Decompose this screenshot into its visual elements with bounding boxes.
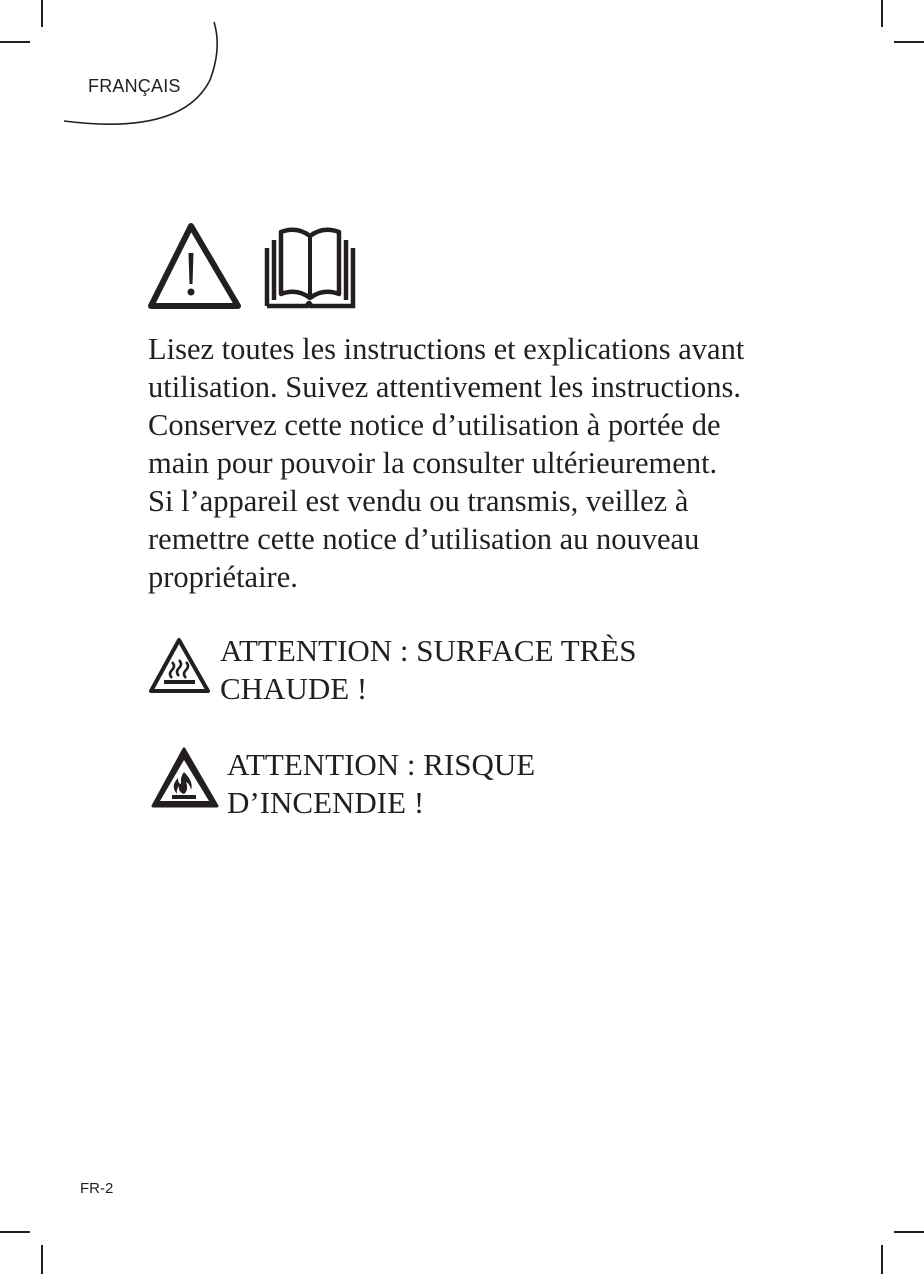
page-number: FR-2 xyxy=(80,1180,114,1197)
language-label: FRANÇAIS xyxy=(88,76,181,96)
intro-paragraph xyxy=(148,330,788,596)
crop-mark xyxy=(894,41,924,43)
language-tab-curve xyxy=(0,0,240,140)
safety-icons xyxy=(147,220,367,312)
language-tab xyxy=(0,0,240,140)
intro-line: utilisation. Suivez attentivement les instructions. xyxy=(148,370,741,404)
crop-mark xyxy=(0,1231,30,1233)
fire-warning-text xyxy=(227,746,535,822)
intro-line: Conservez cette notice d’utilisation à portée de xyxy=(148,408,721,442)
warning-line: ATTENTION : SURFACE TRÈS xyxy=(220,633,637,668)
fire-hazard-icon xyxy=(150,746,220,812)
intro-line: propriétaire. xyxy=(148,560,298,594)
fire-warning xyxy=(148,746,708,826)
intro-line: Lisez toutes les instructions et explications avant xyxy=(148,332,745,366)
warning-line: CHAUDE ! xyxy=(220,671,368,706)
crop-mark xyxy=(41,1245,43,1274)
hot-surface-warning xyxy=(148,632,708,712)
hot-surface-warning-text xyxy=(220,632,637,708)
warning-triangle-icon xyxy=(147,220,243,312)
crop-mark xyxy=(881,1245,883,1274)
warning-line: D’INCENDIE ! xyxy=(227,785,425,820)
intro-line: Si l’appareil est vendu ou transmis, veillez à xyxy=(148,484,689,518)
crop-mark xyxy=(894,1231,924,1233)
warning-line: ATTENTION : RISQUE xyxy=(227,747,536,782)
open-book-icon xyxy=(263,222,359,314)
intro-line: remettre cette notice d’utilisation au nouveau xyxy=(148,522,700,556)
intro-line: main pour pouvoir la consulter ultérieurement. xyxy=(148,446,718,480)
hot-surface-icon xyxy=(148,636,212,696)
crop-mark xyxy=(881,0,883,27)
